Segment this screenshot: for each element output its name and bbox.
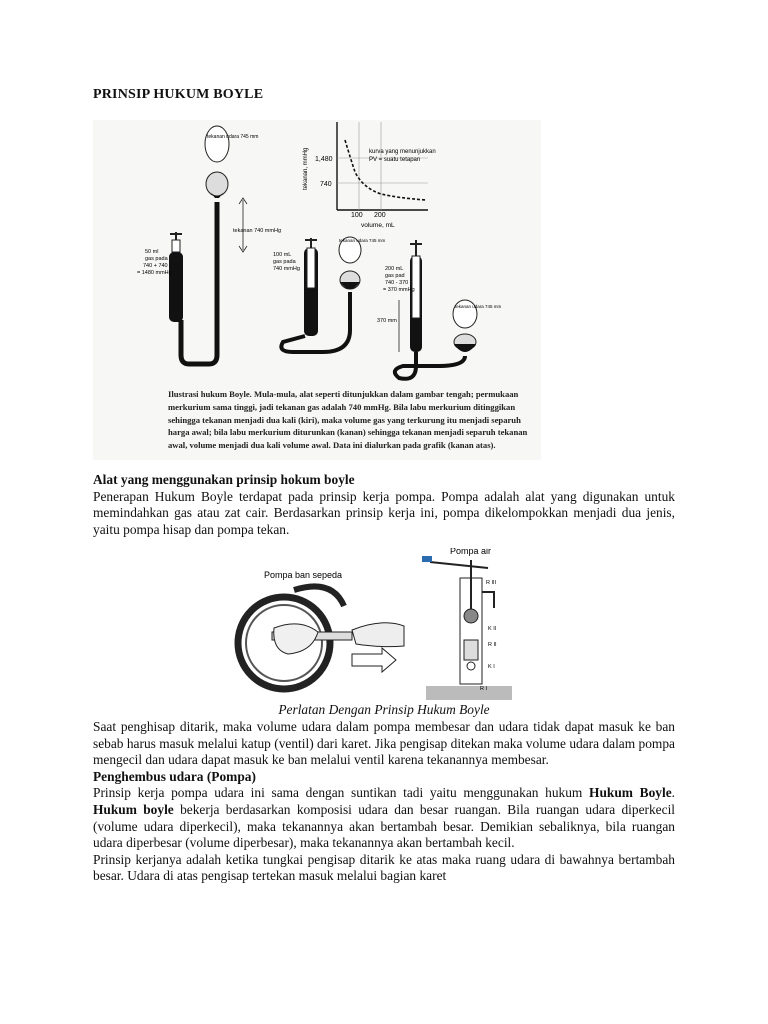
right-gas-3: 740 - 370 bbox=[385, 280, 409, 286]
left-gas-4: = 1480 mmHg bbox=[137, 270, 172, 276]
tag-k1: K I bbox=[488, 664, 495, 670]
left-gas-3: 740 + 740 bbox=[143, 263, 168, 269]
mid-tekanan: tekanan udara 745 mm bbox=[339, 238, 386, 243]
tick-740: 740 bbox=[320, 181, 332, 188]
page-title: PRINSIP HUKUM BOYLE bbox=[93, 87, 264, 102]
right-gas-4: = 370 mmHg bbox=[383, 287, 415, 293]
tick-200: 200 bbox=[374, 212, 386, 219]
mid-gas-3: 740 mmHg bbox=[273, 266, 300, 272]
tag-r2: R II bbox=[488, 642, 497, 648]
section2-paragraph-2 bbox=[93, 785, 675, 851]
curve-label-1: kurva yang menunjukkan bbox=[369, 149, 436, 155]
right-gas-1: 200 mL bbox=[385, 266, 404, 272]
para2-text-c: . bbox=[671, 785, 675, 801]
right-370: 370 mm bbox=[377, 318, 397, 324]
mid-gas-2: gas pada bbox=[273, 259, 296, 265]
para2-bold-2: Hukum boyle bbox=[93, 801, 174, 817]
section2-paragraph-3: Prinsip kerjanya adalah ketika tungkai pengisap ditarik ke atas maka ruang udara di bawahnya bertambah besar. Udara di atas pengisap tertekan masuk melalui bagian karet bbox=[93, 851, 675, 884]
tick-100: 100 bbox=[351, 212, 363, 219]
section1-paragraph: Penerapan Hukum Boyle terdapat pada prinsip kerja pompa. Pompa adalah alat yang digunakan untuk memindahkan gas atau zat cair. Berdasarkan prinsip kerja ini, pompa dikelompokkan menjadi dua jenis, yaitu pompa hisap dan pompa tekan. bbox=[93, 488, 675, 537]
bicycle-pump-illustration bbox=[238, 570, 404, 689]
section1 bbox=[93, 472, 675, 538]
section1-heading: Alat yang menggunakan prinsip hokum boyle bbox=[93, 472, 355, 487]
water-pump-illustration bbox=[422, 548, 512, 700]
axis-y-label: tekanan, mmHg bbox=[303, 147, 309, 190]
mid-gas-1: 100 mL bbox=[273, 252, 292, 258]
tag-r1: R I bbox=[480, 686, 488, 692]
left-gas-1: 50 ml bbox=[145, 249, 159, 255]
figure1-caption: Ilustrasi hukum Boyle. Mula-mula, alat seperti ditunjukkan dalam gambar tengah; permukaan merkurium sama tinggi, jadi tekanan gas adalah 740 mmHg. Bila labu merkurium ditinggikan sehingga tekanan menjadi dua kali (kiri), maka volume gas yang terkurung itu menjadi separuh harga awal; bila labu merkurium diturunkan (kanan) sehingga tekanan menjadi separuh tekanan awal, volume menjadi dua kali volume awal. Data ini dialurkan pada grafik (kanan atas). bbox=[168, 389, 528, 451]
right-tekanan: tekanan udara 745 mm bbox=[455, 304, 502, 309]
tag-r3: R III bbox=[486, 580, 497, 586]
left-tekanan-label: tekanan 740 mmHg bbox=[233, 228, 281, 234]
para2-bold-1: Hukum Boyle bbox=[589, 785, 672, 801]
pump-figure bbox=[232, 548, 512, 700]
left-top-label: tekanan udara 745 mm bbox=[207, 134, 259, 140]
bicycle-pump-label: Pompa ban sepeda bbox=[264, 570, 343, 580]
para2-text-a: Prinsip kerja pompa udara ini sama dengan suntikan tadi yaitu menggunakan hukum bbox=[93, 785, 590, 801]
right-gas-2: gas pad bbox=[385, 273, 405, 279]
tag-k2: K II bbox=[488, 626, 497, 632]
figure2-caption: Perlatan Dengan Prinsip Hukum Boyle bbox=[278, 702, 490, 717]
tick-1480: 1,480 bbox=[315, 156, 333, 163]
section2-heading: Penghembus udara (Pompa) bbox=[93, 768, 256, 784]
left-gas-2: gas pada bbox=[145, 256, 168, 262]
section2 bbox=[93, 719, 675, 885]
curve-label-2: PV = suatu tetapan bbox=[369, 157, 421, 163]
para2-text-d: bekerja berdasarkan komposisi udara dan besar ruangan. Bila ruangan udara diperkecil (volume udara diperkecil), maka tekanannya akan bertambah besar. Demikian sebaliknya, bila ruangan udara diperbesar (volume diperbesar), maka tekanannya akan bertambah kecil. bbox=[93, 801, 676, 851]
water-pump-label: Pompa air bbox=[450, 548, 492, 556]
axis-x-label: volume, mL bbox=[361, 222, 395, 229]
section2-paragraph: Saat penghisap ditarik, maka volume udara dalam pompa membesar dan udara tidak dapat masuk ke ban sebab harus masuk melalui katup (ventil) dari karet. Jika pengisap ditekan maka volume udara dalam pompa mengecil dan udara dapat masuk ke ban melalui ventil karena tekanannya membesar. bbox=[93, 719, 675, 768]
